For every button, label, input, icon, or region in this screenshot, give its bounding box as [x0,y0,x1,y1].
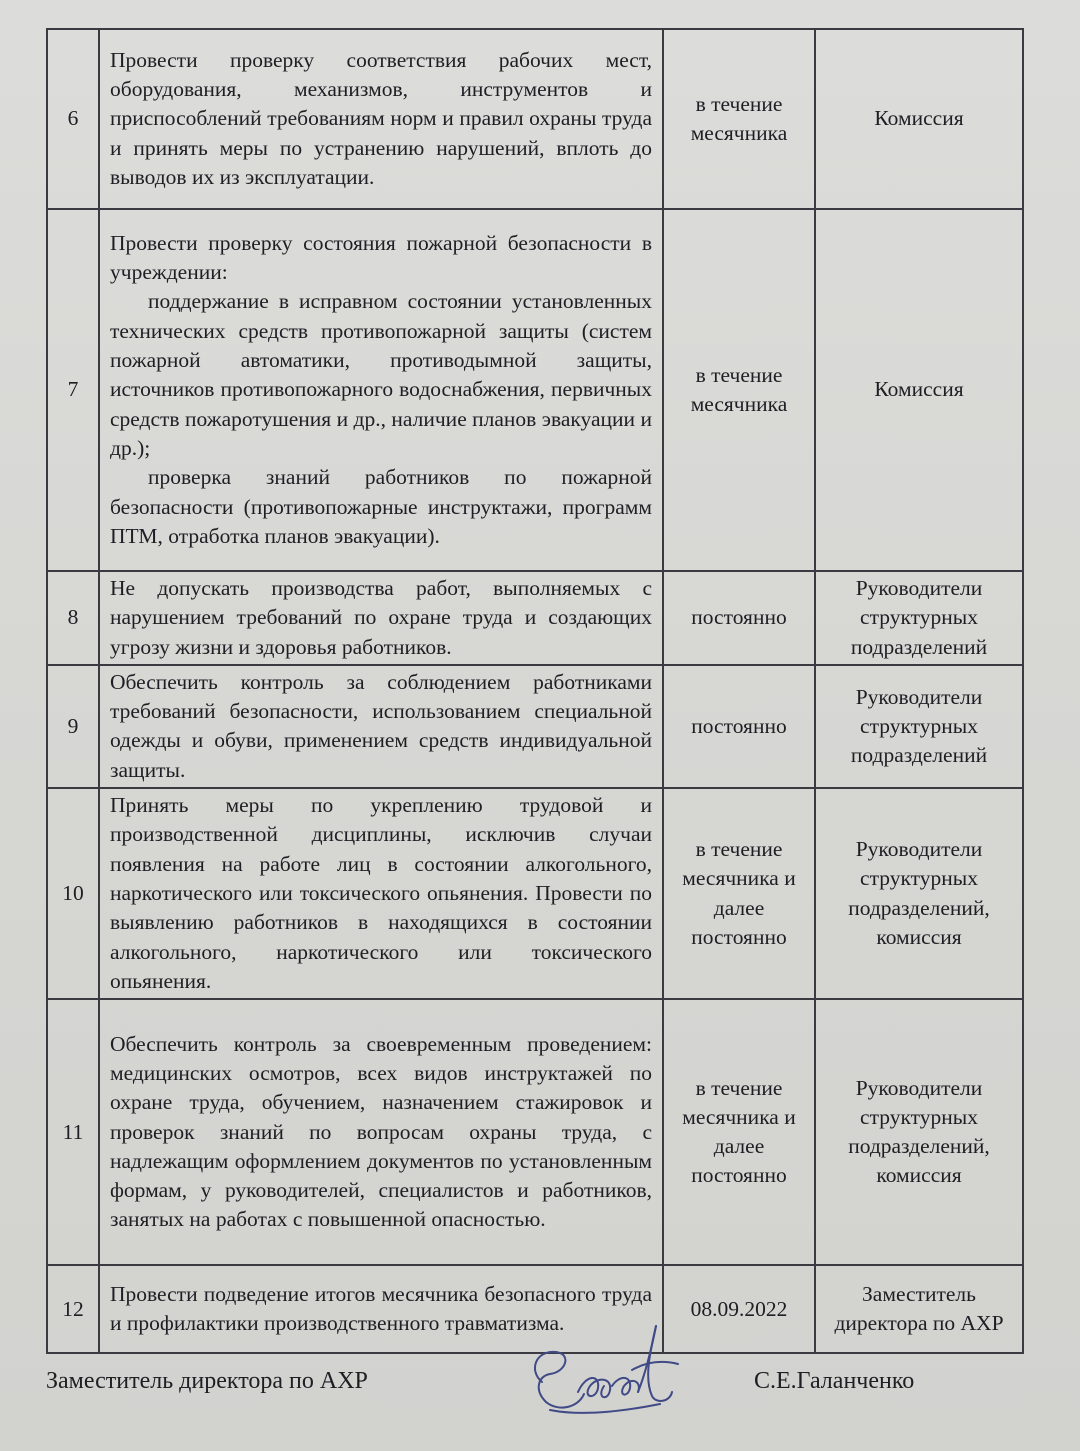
responsible-cell: Руководители структурных подразделений, комиссия [815,788,1023,999]
task-paragraph: Обеспечить контроль за соблюдением работниками требований безопасности, использованием специальной одежды и обуви, применением средств индивидуальной защиты. [110,669,652,782]
task-cell [99,571,663,665]
term-cell: постоянно [663,571,815,665]
signer-name: С.Е.Галанченко [754,1368,915,1394]
row-number: 6 [47,29,99,209]
responsible-cell: Руководители структурных подразделений, комиссия [815,999,1023,1265]
task-paragraph: Принять меры по укреплению трудовой и производственной дисциплины, исключив случаи появления на работе лиц в состоянии алкогольного, наркотического или токсического опьянения. Провести по выявлению работников в находящихся в состоянии алкогольного, наркотического или токсического опьянения. [110,793,652,993]
row-number: 7 [47,209,99,571]
signer-role: Заместитель директора по АХР [46,1368,368,1394]
table-row [47,29,1023,209]
table-row [47,665,1023,788]
row-number: 8 [47,571,99,665]
term-cell: в течение месячника [663,29,815,209]
task-cell [99,788,663,999]
task-paragraph: Провести подведение итогов месячника безопасного труда и профилактики производственного травматизма. [110,1281,652,1336]
responsible-cell: Комиссия [815,209,1023,571]
term-cell: 08.09.2022 [663,1265,815,1353]
term-cell: постоянно [663,665,815,788]
task-paragraph: Обеспечить контроль за своевременным проведением: медицинских осмотров, всех видов инструктажей по охране труда, обучением, назначением стажировок и проверок знаний по вопросам охраны труда, с надлежащим оформлением документов по установленным формам, у руководителей, специалистов и работников, занятых на работах с повышенной опасностью. [110,1031,652,1232]
task-cell [99,999,663,1265]
task-paragraph: поддержание в исправном состоянии установленных технических средств противопожарной защиты (систем пожарной автоматики, противодымной защиты, источников противопожарного водоснабжения, первичных средств пожаротушения и др., наличие планов эвакуации и др.); [110,289,652,460]
row-number: 10 [47,788,99,999]
responsible-cell: Руководители структурных подразделений [815,665,1023,788]
term-cell: в течение месячника и далее постоянно [663,788,815,999]
responsible-cell: Руководители структурных подразделений [815,571,1023,665]
responsible-cell: Заместитель директора по АХР [815,1265,1023,1353]
task-cell [99,29,663,209]
task-paragraph: Провести проверку соответствия рабочих мест, оборудования, механизмов, инструментов и приспособлений требованиям норм и правил охраны труда и принять меры по устранению нарушений, вплоть до выводов их из эксплуатации. [110,47,652,189]
term-cell: в течение месячника и далее постоянно [663,999,815,1265]
task-paragraph: Провести проверку состояния пожарной безопасности в учреждении: [110,230,652,285]
task-cell [99,209,663,571]
task-paragraph: Не допускать производства работ, выполняемых с нарушением требований по охране труда и создающих угрозу жизни и здоровья работников. [110,576,652,659]
table-row [47,999,1023,1265]
handwritten-signature-icon [520,1312,690,1430]
row-number: 9 [47,665,99,788]
table-row [47,571,1023,665]
plan-table [46,28,1024,1354]
task-paragraph: проверка знаний работников по пожарной безопасности (противопожарные инструктажи, программ ПТМ, отработка планов эвакуации). [110,465,652,548]
responsible-cell: Комиссия [815,29,1023,209]
task-cell [99,665,663,788]
row-number: 12 [47,1265,99,1353]
table-row [47,209,1023,571]
term-cell: в течение месячника [663,209,815,571]
row-number: 11 [47,999,99,1265]
table-row [47,788,1023,999]
